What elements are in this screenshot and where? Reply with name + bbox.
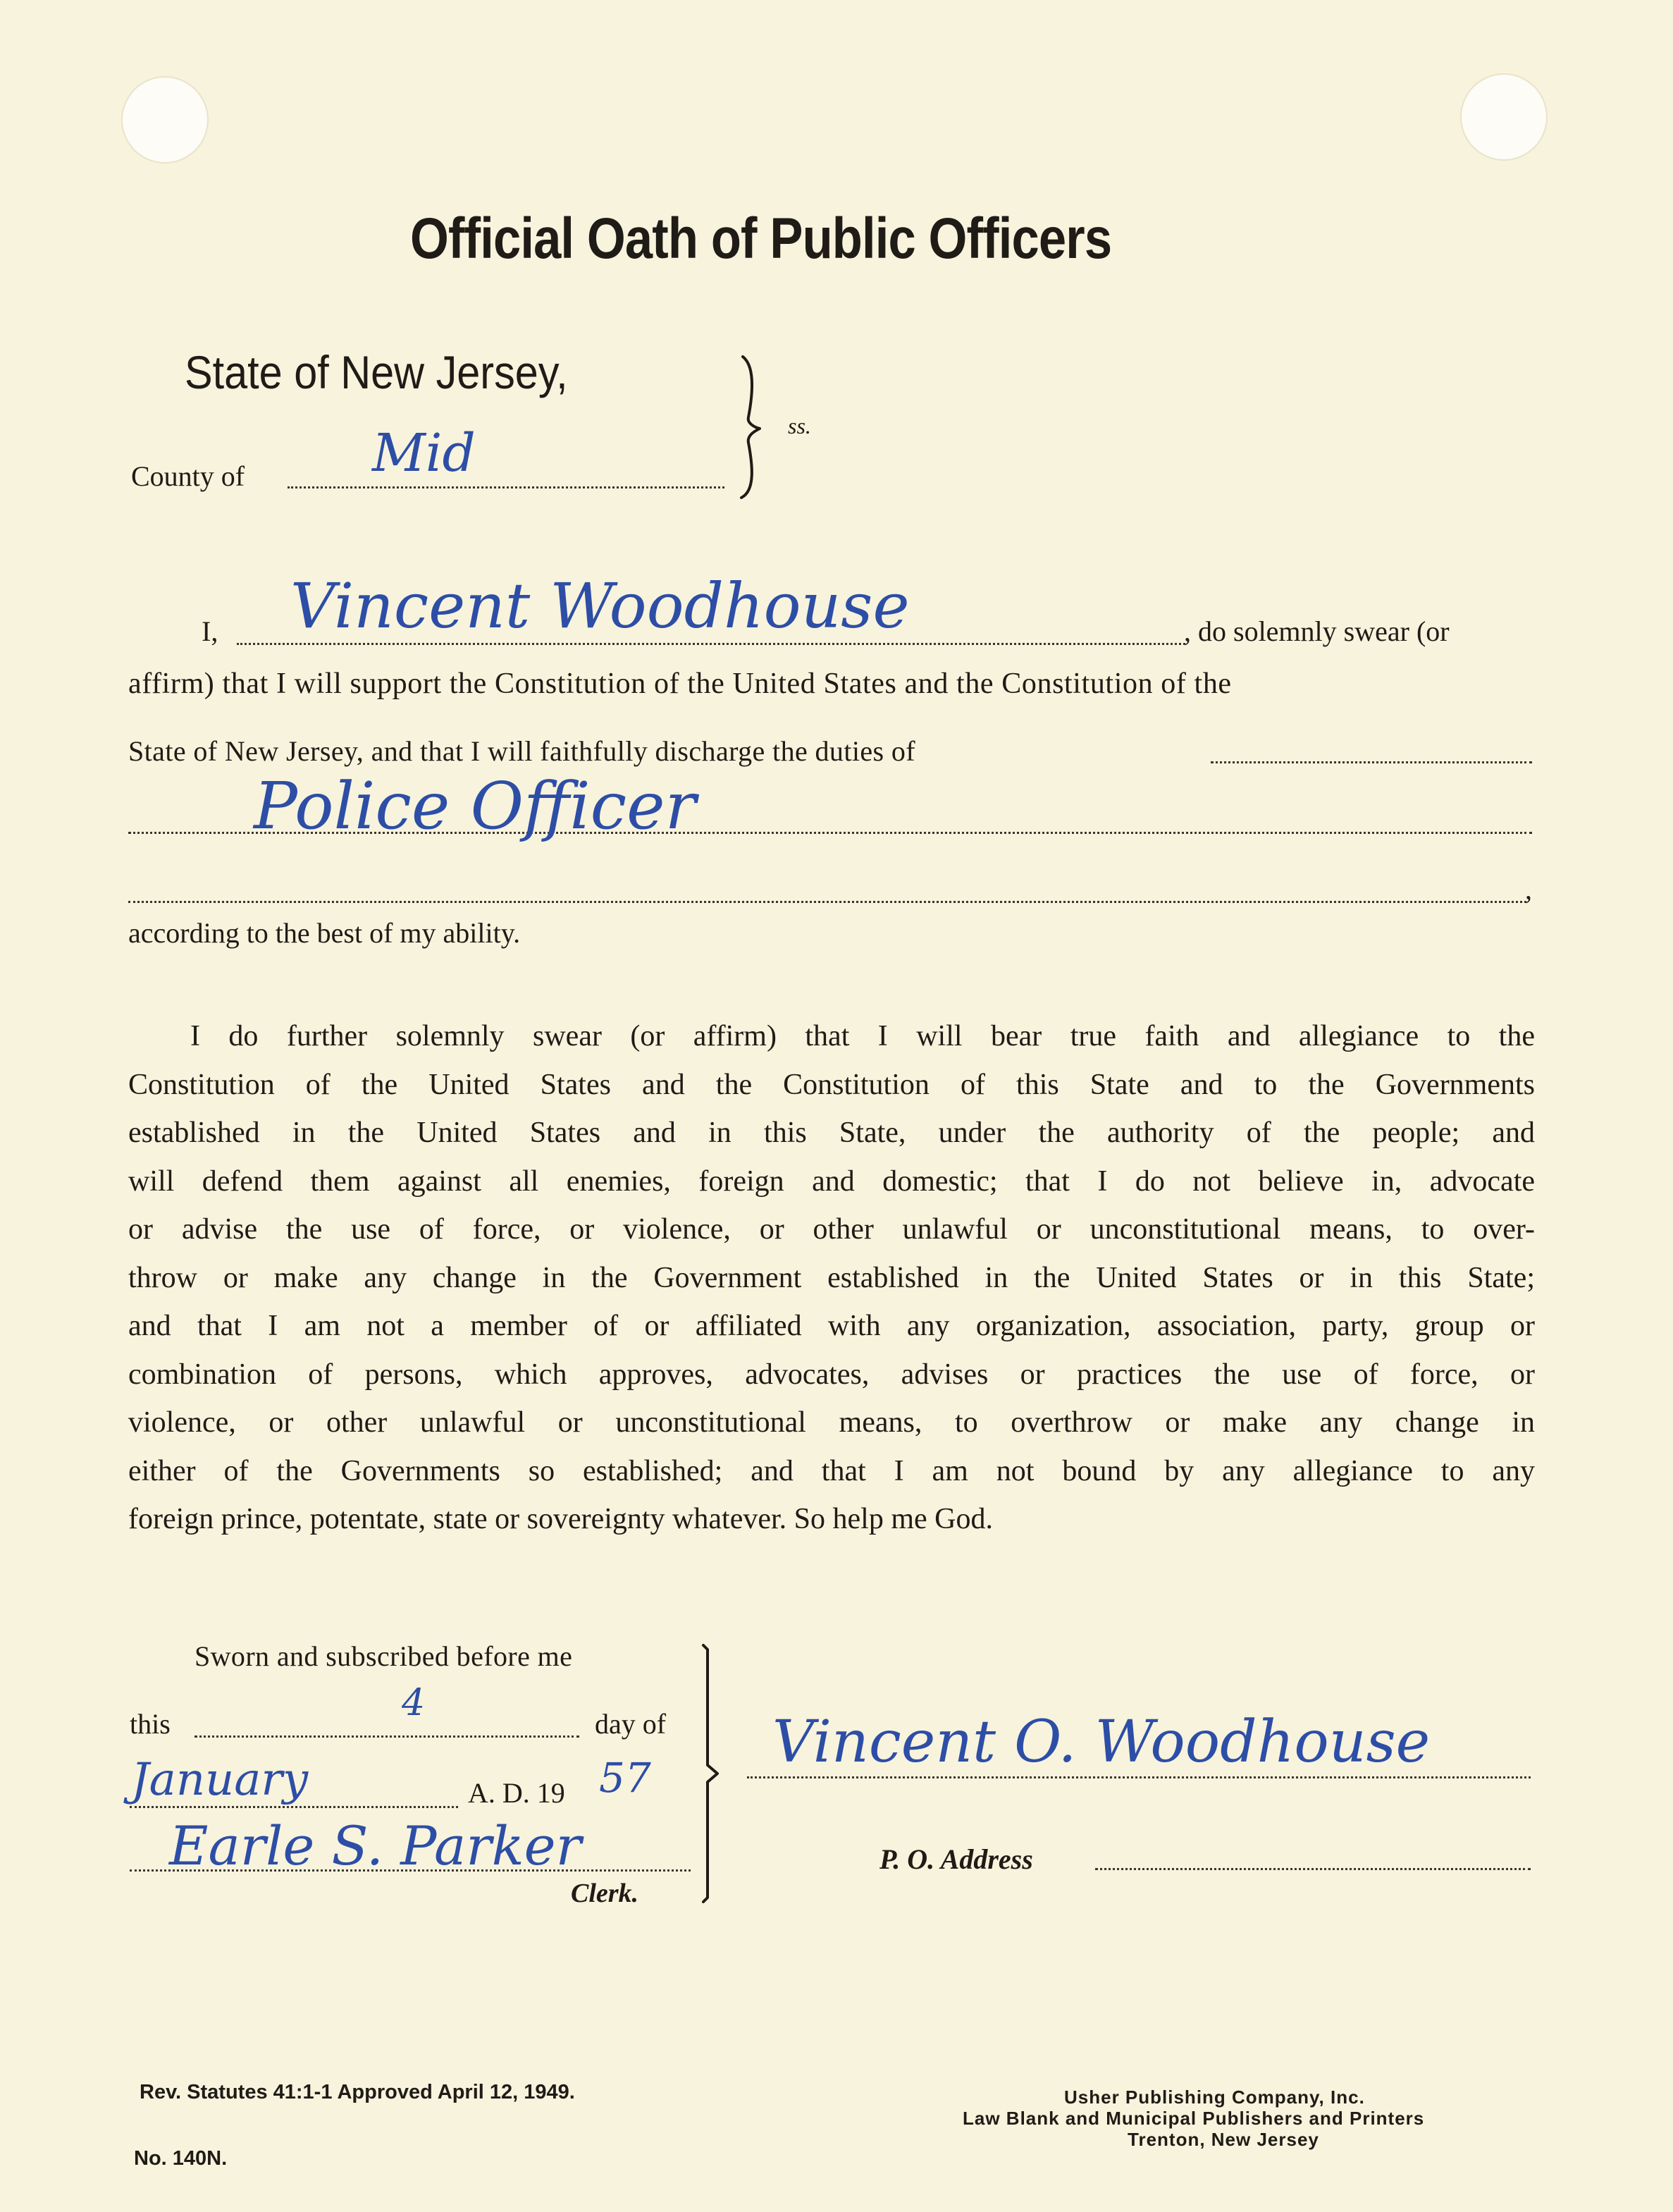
clerk-signature: Earle S. Parker: [169, 1814, 581, 1877]
clerk-label: Clerk.: [571, 1879, 639, 1908]
office-handwritten: Police Officer: [254, 768, 696, 844]
jurat-brace: [698, 1642, 726, 1903]
para-line: and that I am not a member of or affiliated with any organization, association, party, group or: [128, 1310, 1535, 1342]
i-label: I,: [202, 615, 218, 647]
para-line: throw or make any change in the Government established in the United States or in this State;: [128, 1261, 1535, 1294]
month-handwritten: January: [131, 1754, 309, 1806]
publisher-city: Trenton, New Jersey: [1128, 2129, 1319, 2150]
para-line-last: foreign prince, potentate, state or sovereignty whatever. So help me God.: [128, 1503, 993, 1535]
para-line: combination of persons, which approves, advocates, advises or practices the use of force, or: [128, 1358, 1535, 1391]
para-line: either of the Governments so established; and that I am not bound by any allegiance to any: [128, 1454, 1535, 1487]
duties-field-3[interactable]: [128, 901, 1526, 903]
para-line: or advise the use of force, or violence, or other unlawful or unconstitutional means, to over-: [128, 1213, 1535, 1246]
para-line: I do further solemnly swear (or affirm) that I will bear true faith and allegiance to the: [190, 1020, 1535, 1052]
name-field[interactable]: [237, 643, 1185, 645]
signer-signature: Vincent O. Woodhouse: [772, 1709, 1431, 1776]
county-handwritten: Mid: [372, 423, 476, 484]
ss-label: ss.: [788, 413, 811, 438]
punch-hole-left: [121, 76, 209, 164]
publisher-name: Usher Publishing Company, Inc.: [1064, 2087, 1365, 2108]
ad-label: A. D. 19: [468, 1777, 565, 1809]
year-handwritten: 57: [599, 1754, 651, 1802]
para-line: will defend them against all enemies, foreign and domestic; that I do not believe in, advocate: [128, 1165, 1535, 1198]
sworn-line: Sworn and subscribed before me: [195, 1640, 573, 1672]
state-label: State of New Jersey,: [185, 346, 568, 398]
allegiance-paragraph: [128, 1012, 1535, 1544]
duties-field-1[interactable]: [1211, 761, 1532, 763]
po-address-field[interactable]: [1095, 1868, 1531, 1870]
day-handwritten: 4: [402, 1682, 426, 1724]
form-title: Official Oath of Public Officers: [410, 207, 1112, 271]
day-field[interactable]: [195, 1735, 579, 1738]
oath-line3: State of New Jersey, and that I will faithfully discharge the duties of: [128, 735, 915, 767]
county-label: County of: [131, 460, 245, 492]
duties-comma: ,: [1525, 873, 1532, 905]
oath-line-end: according to the best of my ability.: [128, 917, 521, 949]
venue-brace: [733, 352, 775, 500]
signature-field[interactable]: [747, 1776, 1531, 1778]
statute-reference: Rev. Statutes 41:1-1 Approved April 12, 1949.: [140, 2081, 575, 2103]
oath-line1-end: , do solemnly swear (or: [1184, 615, 1450, 647]
month-field[interactable]: [130, 1806, 458, 1808]
para-line: violence, or other unlawful or unconstitutional means, to overthrow or make any change in: [128, 1406, 1535, 1439]
form-number: No. 140N.: [134, 2147, 228, 2170]
para-line: Constitution of the United States and the Constitution of this State and to the Governments: [128, 1068, 1535, 1101]
name-handwritten: Vincent Woodhouse: [290, 570, 910, 642]
this-label: this: [130, 1708, 171, 1740]
punch-hole-right: [1460, 73, 1548, 161]
publisher-description: Law Blank and Municipal Publishers and Printers: [963, 2108, 1425, 2129]
po-address-label: P. O. Address: [879, 1843, 1033, 1875]
oath-line2: affirm) that I will support the Constitution of the United States and the Constitution of the: [128, 668, 1232, 700]
para-line: established in the United States and in this State, under the authority of the people; and: [128, 1117, 1535, 1149]
day-of-label: day of: [595, 1708, 667, 1740]
county-field[interactable]: [288, 486, 724, 489]
